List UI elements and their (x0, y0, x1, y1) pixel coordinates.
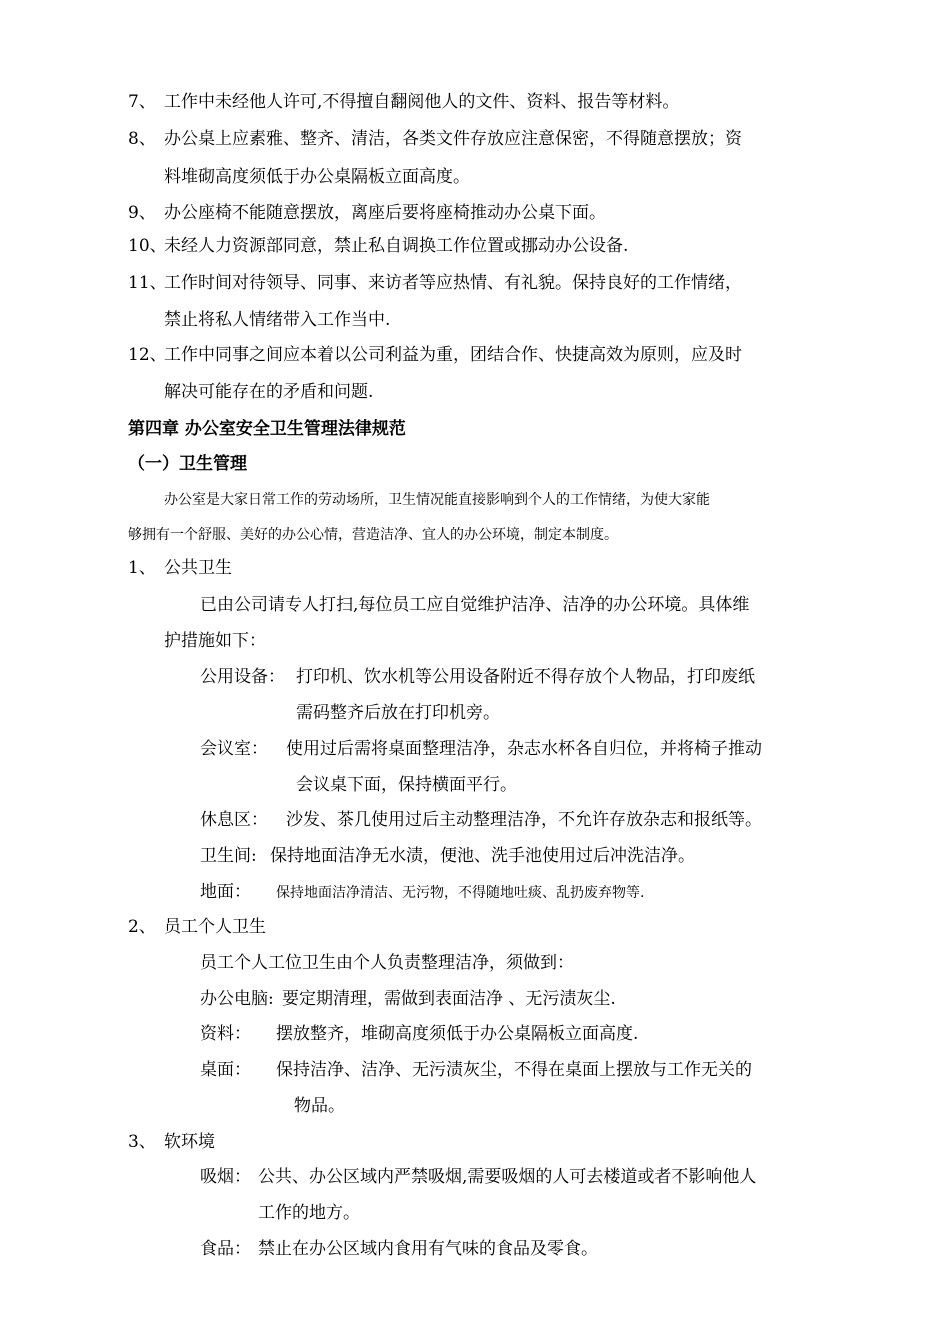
item-text: 摆放整齐，堆砌高度须低于办公桌隔板立面高度. (276, 1024, 639, 1044)
public-item-meeting-room-cont: 会议桌下面，保持横面平行。 (296, 775, 517, 795)
item-number: 1、 (128, 558, 156, 578)
item-text: 保持洁净、洁净、无污渍灰尘，不得在桌面上摆放与工作无关的 (276, 1060, 752, 1080)
item-label: 资料： (200, 1024, 251, 1044)
item-text: 公共、办公区域内严禁吸烟,需要吸烟的人可去楼道或者不影响他人 (258, 1167, 757, 1187)
public-desc-line-1: 已由公司请专人打扫,每位员工应自觉维护洁净、洁净的办公环境。具体维 (200, 595, 750, 615)
public-heading (128, 558, 232, 578)
item-label: 办公电脑: (200, 989, 274, 1009)
personal-desc: 员工个人工位卫生由个人负责整理洁净，须做到： (200, 953, 574, 973)
rule-8 (128, 129, 742, 149)
rule-text: 未经人力资源部同意，禁止私自调换工作位置或挪动办公设备. (164, 236, 629, 256)
rule-number: 9、 (128, 203, 156, 223)
item-label: 卫生间: (200, 846, 257, 866)
item-text: 保持地面洁净清洁、无污物，不得随地吐痰、乱扔废弃物等. (276, 885, 645, 901)
rule-text: 工作时间对待领导、同事、来访者等应热情、有礼貌。保持良好的工作情绪， (164, 273, 742, 293)
public-item-meeting-room (200, 739, 762, 759)
public-item-equipment (200, 667, 755, 687)
item-label: 桌面： (200, 1060, 251, 1080)
item-label: 吸烟： (200, 1167, 251, 1187)
personal-item-documents (200, 1024, 638, 1044)
item-label: 公用设备： (200, 667, 285, 687)
soft-item-smoking (200, 1167, 756, 1187)
personal-item-computer (200, 989, 616, 1009)
rule-12-continuation: 解决可能存在的矛盾和问题. (164, 382, 374, 402)
item-number: 2、 (128, 917, 156, 937)
rule-11 (128, 273, 742, 293)
rule-12 (128, 345, 742, 365)
item-title: 员工个人卫生 (164, 917, 266, 937)
item-text: 使用过后需将桌面整理洁净，杂志水杯各自归位，并将椅子推动 (286, 739, 762, 759)
rule-number: 11、 (128, 273, 167, 293)
rule-text: 办公桌上应素雅、整齐、清洁，各类文件存放应注意保密，不得随意摆放；资 (164, 129, 742, 149)
chapter-title: 第四章 办公室安全卫生管理法律规范 (128, 419, 406, 439)
rule-8-continuation: 料堆砌高度须低于办公桌隔板立面高度。 (164, 167, 470, 187)
public-item-lounge (200, 810, 762, 830)
public-item-restroom (200, 846, 695, 866)
rule-number: 7、 (128, 92, 156, 112)
rule-number: 8、 (128, 129, 156, 149)
item-title: 软环境 (164, 1132, 215, 1152)
item-text: 沙发、茶几使用过后主动整理洁净，不允许存放杂志和报纸等。 (286, 810, 762, 830)
rule-text: 工作中未经他人许可,不得擅自翻阅他人的文件、资料、报告等材料。 (164, 92, 680, 112)
rule-9 (128, 203, 606, 223)
rule-7 (128, 92, 679, 112)
personal-item-desk (200, 1060, 752, 1080)
item-label: 会议室： (200, 739, 268, 759)
rule-10 (128, 236, 628, 256)
public-item-equipment-cont: 需码整齐后放在打印机旁。 (296, 703, 500, 723)
personal-item-desk-cont: 物品。 (294, 1096, 345, 1116)
item-label: 休息区： (200, 810, 268, 830)
intro-line-2: 够拥有一个舒服、美好的办公心情，营造洁净、宜人的办公环境，制定本制度。 (128, 527, 618, 543)
soft-heading (128, 1132, 215, 1152)
item-label: 食品： (200, 1239, 251, 1259)
public-item-floor (200, 882, 644, 903)
soft-item-smoking-cont: 工作的地方。 (258, 1203, 360, 1223)
item-number: 3、 (128, 1132, 156, 1152)
section-title: （一）卫生管理 (128, 454, 247, 474)
rule-11-continuation: 禁止将私人情绪带入工作当中. (164, 310, 391, 330)
item-text: 禁止在办公区域内食用有气味的食品及零食。 (258, 1239, 598, 1259)
rule-text: 工作中同事之间应本着以公司利益为重，团结合作、快捷高效为原则，应及时 (164, 345, 742, 365)
rule-number: 12、 (128, 345, 167, 365)
item-text: 要定期清理，需做到表面洁净 、无污渍灰尘. (282, 989, 616, 1009)
public-desc-line-2: 护措施如下： (164, 631, 266, 651)
item-title: 公共卫生 (164, 558, 232, 578)
soft-item-food (200, 1239, 598, 1259)
intro-line-1: 办公室是大家日常工作的劳动场所，卫生情况能直接影响到个人的工作情绪，为使大家能 (164, 492, 710, 508)
personal-heading (128, 917, 266, 937)
item-text: 保持地面洁净无水渍，便池、洗手池使用过后冲洗洁净。 (270, 846, 695, 866)
item-text: 打印机、饮水机等公用设备附近不得存放个人物品，打印废纸 (296, 667, 755, 687)
item-label: 地面： (200, 882, 251, 902)
rule-number: 10、 (128, 236, 167, 256)
rule-text: 办公座椅不能随意摆放，离座后要将座椅推动办公桌下面。 (164, 203, 606, 223)
